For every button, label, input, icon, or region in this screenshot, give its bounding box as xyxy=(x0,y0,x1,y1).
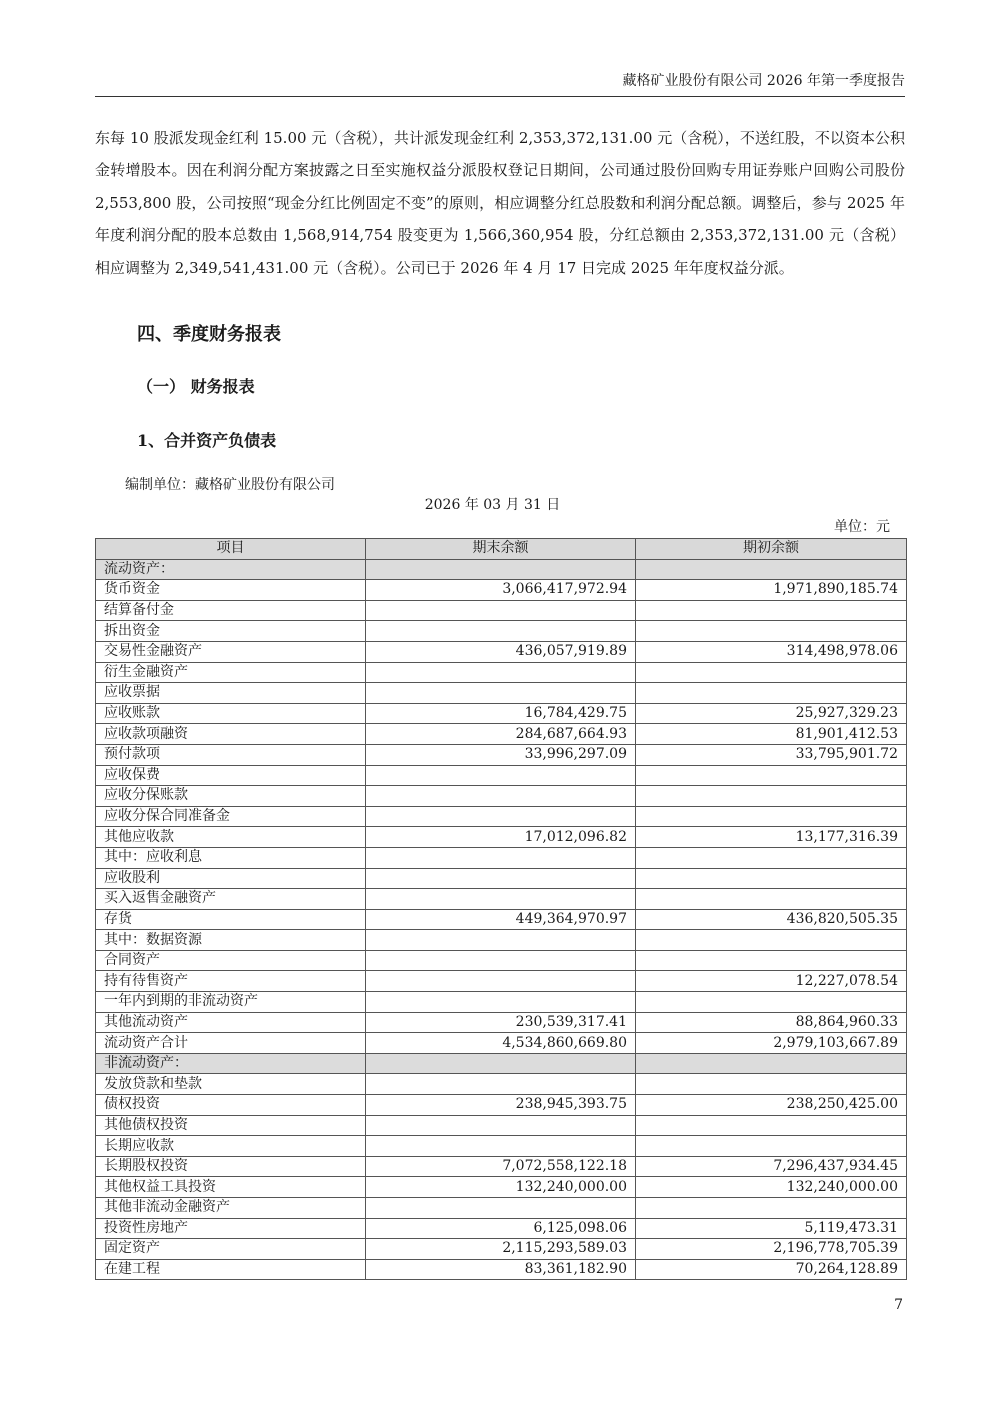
row-item-cell: 应收股利 xyxy=(96,868,366,889)
row-item-cell: 在建工程 xyxy=(96,1259,366,1280)
row-end-balance-cell: 33,996,297.09 xyxy=(366,744,636,765)
row-end-balance-cell xyxy=(366,889,636,910)
row-begin-balance-cell: 25,927,329.23 xyxy=(636,703,907,724)
row-end-balance-cell xyxy=(366,600,636,621)
row-item-cell: 其他债权投资 xyxy=(96,1115,366,1136)
row-end-balance-cell xyxy=(366,1053,636,1074)
row-begin-balance-cell xyxy=(636,806,907,827)
row-end-balance-cell xyxy=(366,868,636,889)
table-row xyxy=(96,1218,907,1239)
table-row xyxy=(96,1033,907,1054)
row-end-balance-cell: 6,125,098.06 xyxy=(366,1218,636,1239)
table-row xyxy=(96,559,907,580)
row-item-cell: 其中：数据资源 xyxy=(96,930,366,951)
row-begin-balance-cell xyxy=(636,600,907,621)
row-item-cell: 应收票据 xyxy=(96,683,366,704)
table-row xyxy=(96,1074,907,1095)
table-row xyxy=(96,1239,907,1260)
row-end-balance-cell xyxy=(366,786,636,807)
row-begin-balance-cell xyxy=(636,889,907,910)
row-begin-balance-cell xyxy=(636,868,907,889)
table-row xyxy=(96,580,907,601)
row-end-balance-cell xyxy=(366,992,636,1013)
row-item-cell: 持有待售资产 xyxy=(96,971,366,992)
row-end-balance-cell: 17,012,096.82 xyxy=(366,827,636,848)
row-begin-balance-cell: 5,119,473.31 xyxy=(636,1218,907,1239)
row-begin-balance-cell: 88,864,960.33 xyxy=(636,1012,907,1033)
row-item-cell: 其中：应收利息 xyxy=(96,847,366,868)
table-row xyxy=(96,724,907,745)
table-row xyxy=(96,786,907,807)
row-end-balance-cell xyxy=(366,1136,636,1157)
compiler-label: 编制单位：藏格矿业股份有限公司 xyxy=(125,477,335,493)
table-title: 1、合并资产负债表 xyxy=(137,431,277,450)
row-end-balance-cell: 4,534,860,669.80 xyxy=(366,1033,636,1054)
row-end-balance-cell xyxy=(366,662,636,683)
header-item: 项目 xyxy=(96,539,366,560)
row-item-cell: 交易性金融资产 xyxy=(96,641,366,662)
row-item-cell: 货币资金 xyxy=(96,580,366,601)
row-item-cell: 流动资产合计 xyxy=(96,1033,366,1054)
row-item-cell: 合同资产 xyxy=(96,950,366,971)
table-row xyxy=(96,1012,907,1033)
row-end-balance-cell xyxy=(366,1074,636,1095)
row-item-cell: 其他流动资产 xyxy=(96,1012,366,1033)
table-row xyxy=(96,847,907,868)
row-end-balance-cell: 436,057,919.89 xyxy=(366,641,636,662)
row-item-cell: 非流动资产： xyxy=(96,1053,366,1074)
row-begin-balance-cell xyxy=(636,1115,907,1136)
table-row xyxy=(96,930,907,951)
row-begin-balance-cell xyxy=(636,621,907,642)
table-row xyxy=(96,641,907,662)
subsection-title: （一） 财务报表 xyxy=(137,377,255,396)
table-row xyxy=(96,1053,907,1074)
row-item-cell: 应收分保账款 xyxy=(96,786,366,807)
row-begin-balance-cell xyxy=(636,992,907,1013)
balance-sheet-table xyxy=(95,538,907,1280)
row-item-cell: 预付款项 xyxy=(96,744,366,765)
row-begin-balance-cell: 13,177,316.39 xyxy=(636,827,907,848)
table-row xyxy=(96,683,907,704)
row-end-balance-cell: 284,687,664.93 xyxy=(366,724,636,745)
row-end-balance-cell: 238,945,393.75 xyxy=(366,1095,636,1116)
row-item-cell: 拆出资金 xyxy=(96,621,366,642)
row-end-balance-cell: 2,115,293,589.03 xyxy=(366,1239,636,1260)
row-begin-balance-cell xyxy=(636,1198,907,1219)
table-row xyxy=(96,827,907,848)
row-end-balance-cell: 3,066,417,972.94 xyxy=(366,580,636,601)
row-begin-balance-cell xyxy=(636,930,907,951)
row-begin-balance-cell xyxy=(636,1074,907,1095)
row-end-balance-cell xyxy=(366,950,636,971)
row-end-balance-cell xyxy=(366,930,636,951)
table-header-row xyxy=(96,539,907,560)
row-item-cell: 流动资产： xyxy=(96,559,366,580)
row-end-balance-cell xyxy=(366,621,636,642)
row-begin-balance-cell xyxy=(636,950,907,971)
row-item-cell: 买入返售金融资产 xyxy=(96,889,366,910)
row-begin-balance-cell: 81,901,412.53 xyxy=(636,724,907,745)
row-item-cell: 应收分保合同准备金 xyxy=(96,806,366,827)
row-begin-balance-cell xyxy=(636,847,907,868)
row-begin-balance-cell: 132,240,000.00 xyxy=(636,1177,907,1198)
table-row xyxy=(96,621,907,642)
row-begin-balance-cell: 2,979,103,667.89 xyxy=(636,1033,907,1054)
row-end-balance-cell: 16,784,429.75 xyxy=(366,703,636,724)
row-end-balance-cell xyxy=(366,806,636,827)
table-row xyxy=(96,1198,907,1219)
unit-label: 单位：元 xyxy=(834,519,890,535)
page-header xyxy=(95,70,905,97)
row-end-balance-cell xyxy=(366,971,636,992)
row-item-cell: 应收款项融资 xyxy=(96,724,366,745)
row-item-cell: 其他非流动金融资产 xyxy=(96,1198,366,1219)
row-begin-balance-cell xyxy=(636,1136,907,1157)
row-item-cell: 应收账款 xyxy=(96,703,366,724)
row-end-balance-cell xyxy=(366,683,636,704)
row-begin-balance-cell xyxy=(636,786,907,807)
table-row xyxy=(96,1095,907,1116)
row-begin-balance-cell: 238,250,425.00 xyxy=(636,1095,907,1116)
table-row xyxy=(96,765,907,786)
row-item-cell: 长期应收款 xyxy=(96,1136,366,1157)
table-row xyxy=(96,1156,907,1177)
row-begin-balance-cell xyxy=(636,683,907,704)
row-item-cell: 其他权益工具投资 xyxy=(96,1177,366,1198)
row-item-cell: 债权投资 xyxy=(96,1095,366,1116)
row-item-cell: 应收保费 xyxy=(96,765,366,786)
table-row xyxy=(96,1259,907,1280)
row-end-balance-cell xyxy=(366,1115,636,1136)
table-row xyxy=(96,889,907,910)
table-row xyxy=(96,992,907,1013)
table-row xyxy=(96,1177,907,1198)
report-date: 2026 年 03 月 31 日 xyxy=(424,497,561,513)
row-begin-balance-cell: 70,264,128.89 xyxy=(636,1259,907,1280)
report-title: 藏格矿业股份有限公司 2026 年第一季度报告 xyxy=(622,73,905,89)
row-end-balance-cell: 132,240,000.00 xyxy=(366,1177,636,1198)
table-row xyxy=(96,806,907,827)
row-end-balance-cell xyxy=(366,1198,636,1219)
row-item-cell: 结算备付金 xyxy=(96,600,366,621)
table-row xyxy=(96,909,907,930)
row-item-cell: 一年内到期的非流动资产 xyxy=(96,992,366,1013)
row-begin-balance-cell xyxy=(636,662,907,683)
row-item-cell: 投资性房地产 xyxy=(96,1218,366,1239)
row-end-balance-cell xyxy=(366,847,636,868)
row-begin-balance-cell xyxy=(636,559,907,580)
row-end-balance-cell xyxy=(366,559,636,580)
row-begin-balance-cell: 314,498,978.06 xyxy=(636,641,907,662)
row-begin-balance-cell: 12,227,078.54 xyxy=(636,971,907,992)
table-row xyxy=(96,1136,907,1157)
page-number: 7 xyxy=(894,1297,903,1313)
table-body xyxy=(96,559,907,1280)
row-item-cell: 长期股权投资 xyxy=(96,1156,366,1177)
table-row xyxy=(96,1115,907,1136)
dividend-paragraph: 东每 10 股派发现金红利 15.00 元（含税），共计派发现金红利 2,353,372,131.00 元（含税），不送红股，不以资本公积金转增股本。因在利润分配方案披露之日至实施权益分派股权登记日期间，公司通过股份回购专用证券账户回购公司股份 2,553,800 股，公司按照“现金分红比例固定不变”的原则，相应调整分红总股数和利润分配总额。调整后，参与 2025 年年度利润分配的股本总数由 1,568,914,754 股变更为 1,566,360,954 股，分红总额由 2,353,372,131.00 元（含税）相应调整为 2,349,541,431.00 元（含税）。公司已于 2026 年 4 月 17 日完成 2025 年年度权益分派。 xyxy=(95,129,905,277)
row-end-balance-cell xyxy=(366,765,636,786)
table-row xyxy=(96,703,907,724)
row-end-balance-cell: 7,072,558,122.18 xyxy=(366,1156,636,1177)
row-item-cell: 其他应收款 xyxy=(96,827,366,848)
table-row xyxy=(96,971,907,992)
row-end-balance-cell: 230,539,317.41 xyxy=(366,1012,636,1033)
table-row xyxy=(96,662,907,683)
row-item-cell: 发放贷款和垫款 xyxy=(96,1074,366,1095)
row-item-cell: 固定资产 xyxy=(96,1239,366,1260)
row-end-balance-cell: 449,364,970.97 xyxy=(366,909,636,930)
row-begin-balance-cell: 2,196,778,705.39 xyxy=(636,1239,907,1260)
row-end-balance-cell: 83,361,182.90 xyxy=(366,1259,636,1280)
row-begin-balance-cell: 1,971,890,185.74 xyxy=(636,580,907,601)
row-begin-balance-cell xyxy=(636,765,907,786)
row-begin-balance-cell: 7,296,437,934.45 xyxy=(636,1156,907,1177)
header-end-balance: 期末余额 xyxy=(366,539,636,560)
row-item-cell: 衍生金融资产 xyxy=(96,662,366,683)
row-begin-balance-cell: 436,820,505.35 xyxy=(636,909,907,930)
row-begin-balance-cell: 33,795,901.72 xyxy=(636,744,907,765)
table-row xyxy=(96,600,907,621)
row-item-cell: 存货 xyxy=(96,909,366,930)
header-begin-balance: 期初余额 xyxy=(636,539,907,560)
table-row xyxy=(96,868,907,889)
table-row xyxy=(96,744,907,765)
row-begin-balance-cell xyxy=(636,1053,907,1074)
section-title: 四、季度财务报表 xyxy=(137,324,281,345)
table-row xyxy=(96,950,907,971)
